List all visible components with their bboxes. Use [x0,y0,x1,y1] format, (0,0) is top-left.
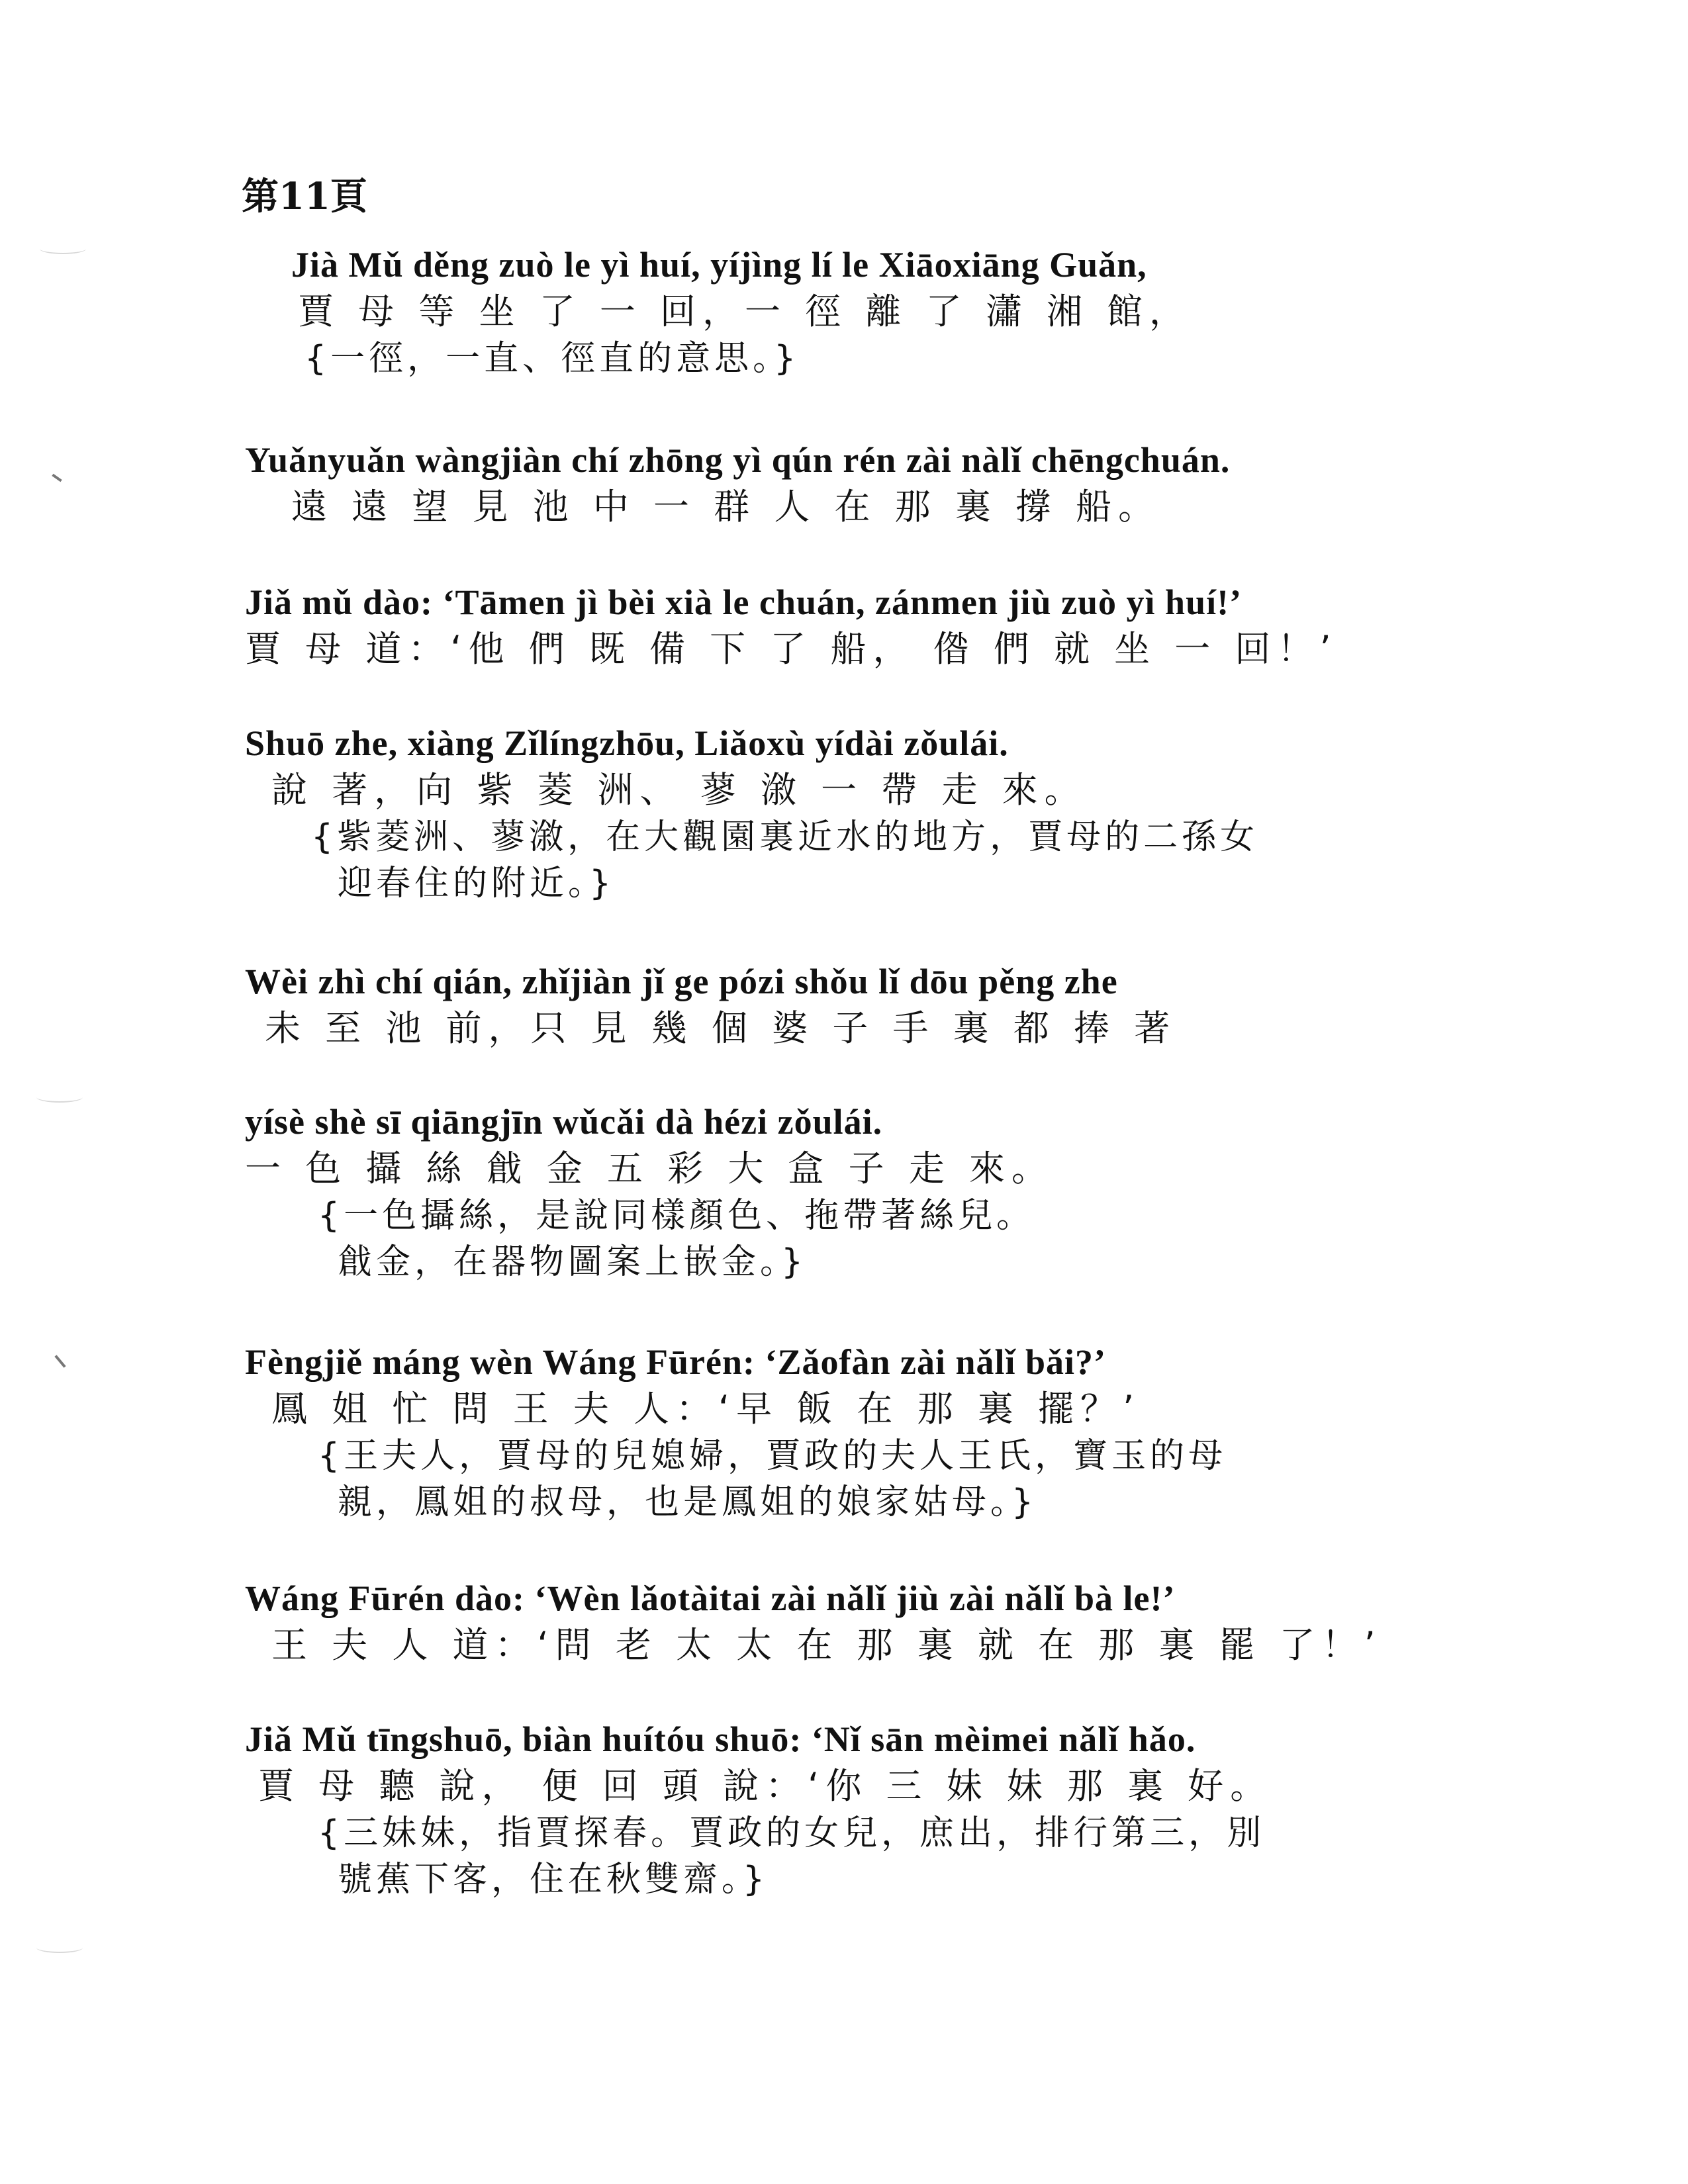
hanzi-line: 賈 母 等 坐 了 一 回，一 徑 離 了 瀟 湘 館， [298,291,1192,332]
pinyin-line: Jià Mǔ děng zuò le yì huí, yíjìng lí le Xiāoxiāng Guǎn, [291,245,1147,285]
passage-block-7 [245,1339,1503,1525]
pinyin-line: yísè shè sī qiāngjīn wǔcǎi dà hézi zǒulái. [245,1102,883,1142]
annotation-line: {紫菱洲、蓼漵，在大觀園裏近水的地方，賈母的二孫女 [311,817,1259,857]
hanzi-line: 賈 母 聽 說， 便 回 頭 說：‘你 三 妹 妹 那 裏 好。 [258,1765,1273,1807]
pinyin-line: Wáng Fūrén dào: ‘Wèn lǎotàitai zài nǎlǐ jiù zài nǎlǐ bà le!’ [245,1578,1176,1618]
passage-block-8 [245,1575,1503,1669]
pinyin-line: Jiǎ mǔ dào: ‘Tāmen jì bèi xià le chuán, zánmen jiù zuò yì huí!’ [245,582,1243,622]
passage-block-4 [245,720,1503,907]
pinyin-line: Fèngjiě máng wèn Wáng Fūrén: ‘Zǎofàn zài nǎlǐ bǎi?’ [245,1342,1107,1382]
pinyin-line: Wèi zhì chí qián, zhǐjiàn jǐ ge pózi shǒu lǐ dōu pěng zhe [245,962,1118,1001]
annotation-line: {一色攝絲，是說同樣顏色、拖帶著絲兒。 [318,1196,1035,1236]
annotation-line: 迎春住的附近。} [338,864,616,903]
pinyin-line: Shuō zhe, xiàng Zǐlíngzhōu, Liǎoxù yídài zǒulái. [245,723,1009,763]
hanzi-line: 遠 遠 望 見 池 中 一 群 人 在 那 裏 撐 船。 [291,486,1161,527]
hanzi-line: 未 至 池 前，只 見 幾 個 婆 子 手 裏 都 捧 著 [265,1007,1177,1049]
scan-speck [54,1355,66,1367]
scan-hole-mark [36,1942,83,1953]
page-number: 第11頁 [242,175,367,218]
scan-hole-mark [40,244,86,254]
passage-block-6 [245,1099,1503,1285]
passage-block-2 [245,437,1503,531]
hanzi-line: 王 夫 人 道：‘問 老 太 太 在 那 裏 就 在 那 裏 罷 了！’ [271,1624,1382,1666]
hanzi-line: 賈 母 道：‘他 們 既 備 下 了 船， 偺 們 就 坐 一 回！’ [245,628,1338,670]
annotation-line: {三妹妹，指賈探春。賈政的女兒，庶出，排行第三，別 [318,1813,1266,1853]
passage-block-5 [245,958,1503,1052]
pinyin-line: Yuǎnyuǎn wàngjiàn chí zhōng yì qún rén zài nàlǐ chēngchuán. [245,440,1231,480]
hanzi-line: 鳳 姐 忙 問 王 夫 人：‘早 飯 在 那 裏 擺？’ [271,1388,1141,1430]
annotation-line: 號蕉下客，住在秋雙齋。} [338,1860,769,1899]
hanzi-line: 說 著，向 紫 菱 洲、 蓼 漵 一 帶 走 來。 [271,769,1087,811]
annotation-line: {一徑，一直、徑直的意思。} [305,339,800,379]
passage-block-1 [291,242,1549,382]
annotation-line: {王夫人，賈母的兒媳婦，賈政的夫人王氏，寶玉的母 [318,1436,1227,1476]
passage-block-9 [245,1716,1503,1903]
hanzi-line: 一 色 攝 絲 戧 金 五 彩 大 盒 子 走 來。 [245,1148,1054,1189]
scan-hole-mark [36,1092,83,1103]
scan-speck [52,474,62,482]
annotation-line: 親，鳳姐的叔母，也是鳳姐的娘家姑母。} [338,1482,1038,1522]
annotation-line: 戧金，在器物圖案上嵌金。} [338,1242,808,1282]
pinyin-line: Jiǎ Mǔ tīngshuō, biàn huítóu shuō: ‘Nǐ sān mèimei nǎlǐ hǎo. [245,1719,1196,1759]
passage-block-3 [245,579,1503,673]
